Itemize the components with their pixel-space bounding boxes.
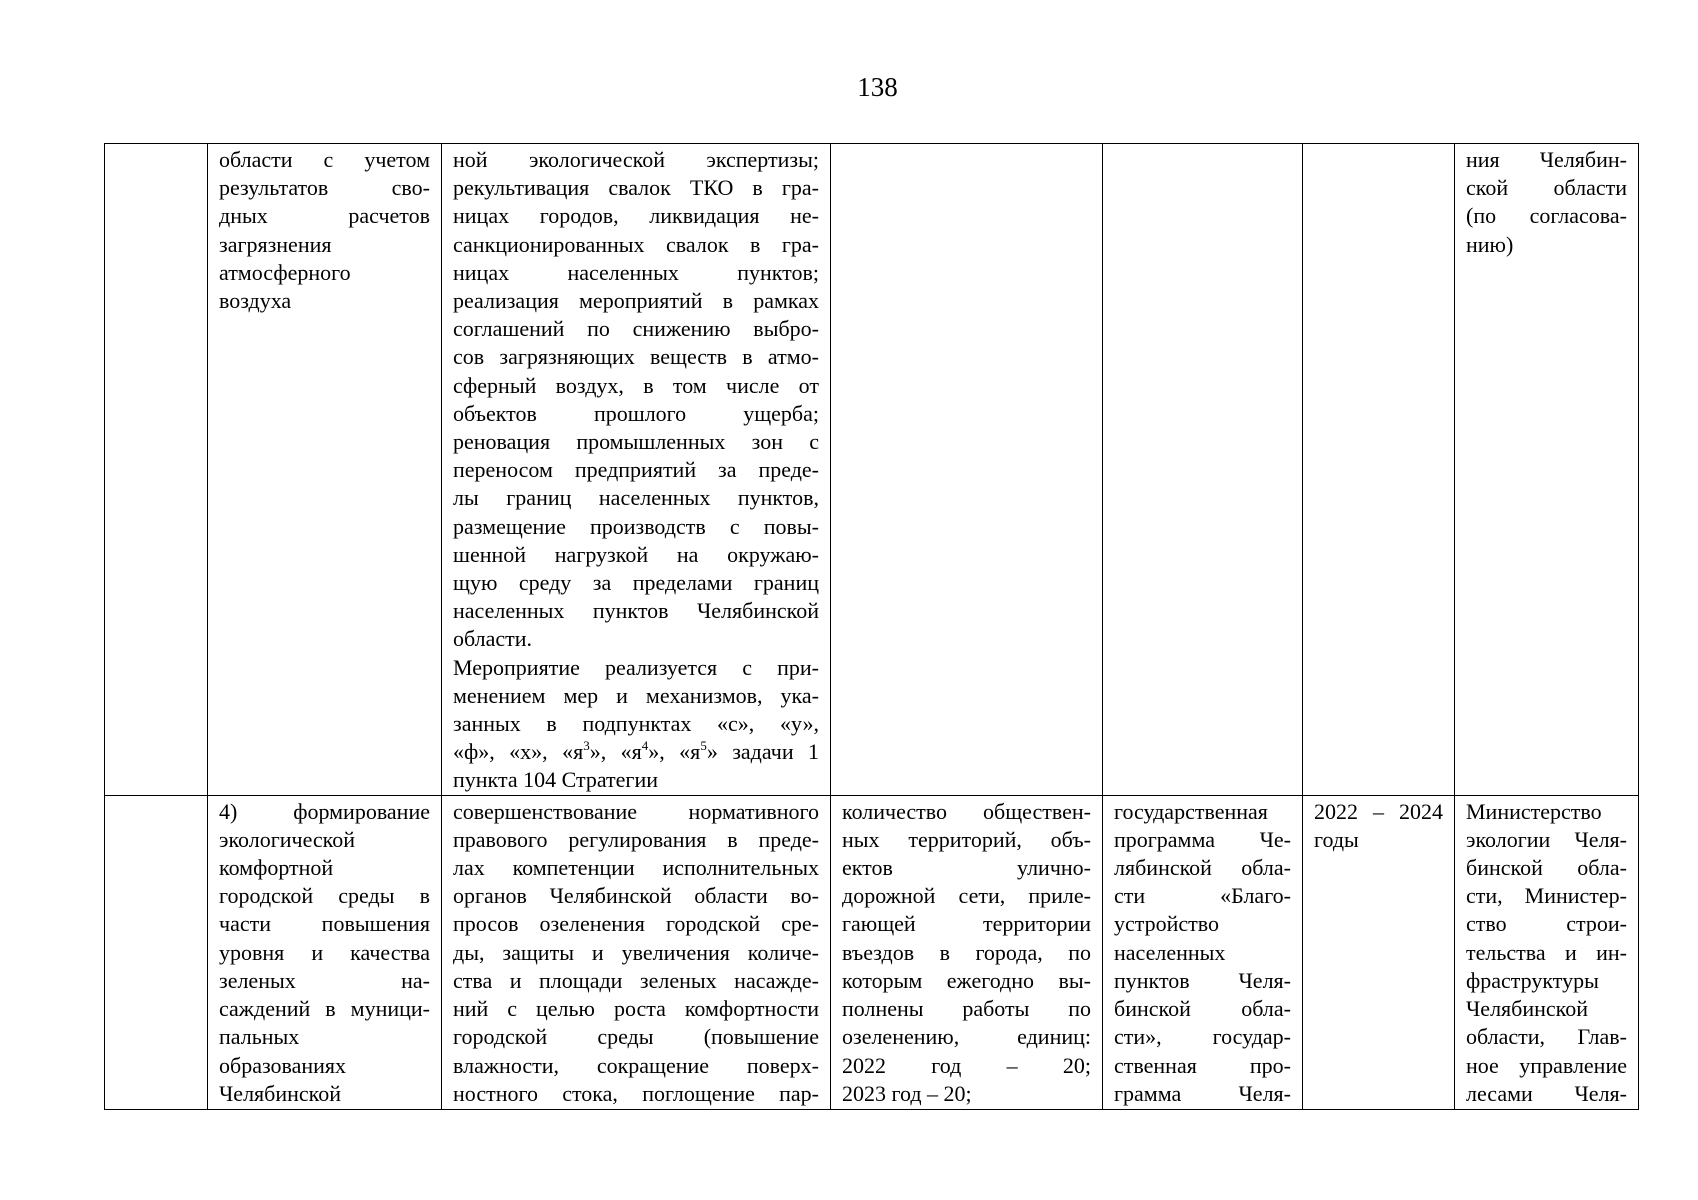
text-line: менением мер и механизмов, ука-: [453, 682, 819, 708]
text-line: Министерство: [1466, 798, 1602, 824]
text-line: правового регулирования в преде-: [453, 826, 819, 852]
text-line: переносом предприятий за преде-: [453, 457, 819, 483]
cell-executor: [1455, 795, 1639, 1109]
text-line: результатов сво-: [219, 175, 430, 201]
text-line: грамма Челя-: [1114, 1080, 1291, 1106]
text-line: зеленых на-: [219, 967, 430, 993]
text-line: озеленению, единиц:: [842, 1024, 1091, 1050]
cell-indicator: [831, 144, 1103, 796]
measures-table: [104, 143, 1639, 1110]
text-line: фраструктуры: [1466, 967, 1599, 993]
text-line: объектов прошлого ущерба;: [453, 400, 819, 426]
text-line: саждений в муници-: [219, 996, 430, 1022]
text-line: гающей территории: [842, 911, 1091, 937]
text-line: (по согласова-: [1466, 203, 1627, 229]
text-line: 4) формирование: [219, 798, 430, 824]
text-line: области.: [453, 626, 533, 652]
cell-program: [1103, 795, 1303, 1109]
text-line: нию): [1466, 231, 1514, 257]
text-line: реновация промышленных зон с: [453, 429, 819, 455]
text-line: сти, Министер-: [1466, 883, 1627, 909]
text-line: въездов в города, по: [842, 939, 1091, 965]
text-line: тельства и ин-: [1466, 939, 1627, 965]
text-line: лябинской обла-: [1114, 855, 1291, 881]
text-line: 2022 – 2024: [1314, 798, 1443, 824]
cell-task: [208, 795, 442, 1109]
cell-period: [1303, 795, 1455, 1109]
text-line: ницах населенных пунктов;: [453, 259, 819, 285]
measures-sup-line: «ф», «х», «$я^3$», «$я^4$», «$я^5$» задачи 1: [453, 738, 820, 765]
text-line: соглашений по снижению выбро-: [453, 316, 819, 342]
text-line: воздуха: [219, 288, 292, 314]
text-line: сов загрязняющих веществ в атмо-: [453, 344, 819, 370]
text-line: населенных пунктов Челябинской: [453, 598, 819, 624]
text-line: государственная: [1114, 798, 1268, 824]
text-line: сферный воздух, в том числе от: [453, 372, 819, 398]
text-line: загрязнения: [219, 231, 332, 257]
text-line: бинской обла-: [1466, 855, 1627, 881]
text-line: размещение производств с повы-: [453, 513, 819, 539]
text-line: полнены работы по: [842, 996, 1091, 1022]
text-line: ства и площади зеленых насажде-: [453, 967, 819, 993]
text-line: бинской обла-: [1114, 996, 1291, 1022]
text-line: ницах городов, ликвидация не-: [453, 203, 819, 229]
text-line: 2022 год – 20;: [842, 1052, 1091, 1078]
cell-measures: [442, 144, 831, 796]
text-line: ской области: [1466, 175, 1627, 201]
text-line: годы: [1314, 826, 1359, 852]
measures-last-line: пункта 104 Стратегии: [453, 767, 659, 793]
text-line: пальных: [219, 1024, 300, 1050]
text-line: шенной нагрузкой на окружаю-: [453, 541, 819, 567]
text-line: санкционированных свалок в гра-: [453, 231, 819, 257]
text-line: уровня и качества: [219, 939, 430, 965]
text-line: реализация мероприятий в рамках: [453, 288, 819, 314]
text-line: лах компетенции исполнительных: [453, 855, 819, 881]
cell-measures: [442, 795, 831, 1109]
text-line: экологии Челя-: [1466, 826, 1627, 852]
text-line: занных в подпунктах «с», «у»,: [453, 711, 819, 737]
text-line: пунктов Челя-: [1114, 967, 1291, 993]
text-line: просов озеленения городской сре-: [453, 911, 819, 937]
cell-executor: [1455, 144, 1639, 796]
text-line: Челябинской: [1466, 996, 1589, 1022]
text-line: дных расчетов: [219, 203, 430, 229]
text-line: которым ежегодно вы-: [842, 967, 1091, 993]
text-line: программа Че-: [1114, 826, 1291, 852]
text-line: лесами Челя-: [1466, 1080, 1627, 1106]
text-line: населенных: [1114, 939, 1226, 965]
text-line: совершенствование нормативного: [453, 798, 819, 824]
text-line: области с учетом: [219, 147, 430, 172]
text-line: щую среду за пределами границ: [453, 570, 819, 596]
text-line: ды, защиты и увеличения количе-: [453, 939, 819, 965]
text-line: атмосферного: [219, 259, 351, 285]
text-line: 2023 год – 20;: [842, 1080, 972, 1106]
text-line: Челябинской: [219, 1080, 342, 1106]
text-line: ной экологической экспертизы;: [453, 147, 819, 172]
text-line: ностного стока, поглощение пар-: [453, 1080, 819, 1106]
text-line: образованиях: [219, 1052, 347, 1078]
text-line: Мероприятие реализуется с при-: [453, 654, 819, 680]
cell-task: [208, 144, 442, 796]
text-line: рекультивация свалок ТКО в гра-: [453, 175, 819, 201]
table-row: [105, 795, 1639, 1109]
text-line: области, Глав-: [1466, 1024, 1627, 1050]
page-number: 138: [857, 72, 898, 102]
text-line: сти», государ-: [1114, 1024, 1291, 1050]
cell-period: [1303, 144, 1455, 796]
cell-number: [105, 795, 208, 1109]
text-line: комфортной: [219, 855, 334, 881]
text-line: ных территорий, объ-: [842, 826, 1091, 852]
text-line: городской среды в: [219, 883, 430, 909]
text-line: ния Челябин-: [1466, 147, 1627, 172]
cell-program: [1103, 144, 1303, 796]
text-line: дорожной сети, приле-: [842, 883, 1091, 909]
text-line: части повышения: [219, 911, 430, 937]
cell-indicator: [831, 795, 1103, 1109]
text-line: ное управление: [1466, 1052, 1627, 1078]
text-line: лы границ населенных пунктов,: [453, 485, 819, 511]
text-line: влажности, сокращение поверх-: [453, 1052, 819, 1078]
cell-number: [105, 144, 208, 796]
text-line: ственная про-: [1114, 1052, 1291, 1078]
text-line: устройство: [1114, 911, 1220, 937]
text-line: городской среды (повышение: [453, 1024, 819, 1050]
text-line: ство строи-: [1466, 911, 1627, 937]
text-line: ний с целью роста комфортности: [453, 996, 819, 1022]
text-line: ектов улично-: [842, 855, 1091, 881]
text-line: экологической: [219, 826, 355, 852]
text-line: количество обществен-: [842, 798, 1091, 824]
text-line: сти «Благо-: [1114, 883, 1291, 909]
table-row: [105, 144, 1639, 796]
text-line: органов Челябинской области во-: [453, 883, 819, 909]
